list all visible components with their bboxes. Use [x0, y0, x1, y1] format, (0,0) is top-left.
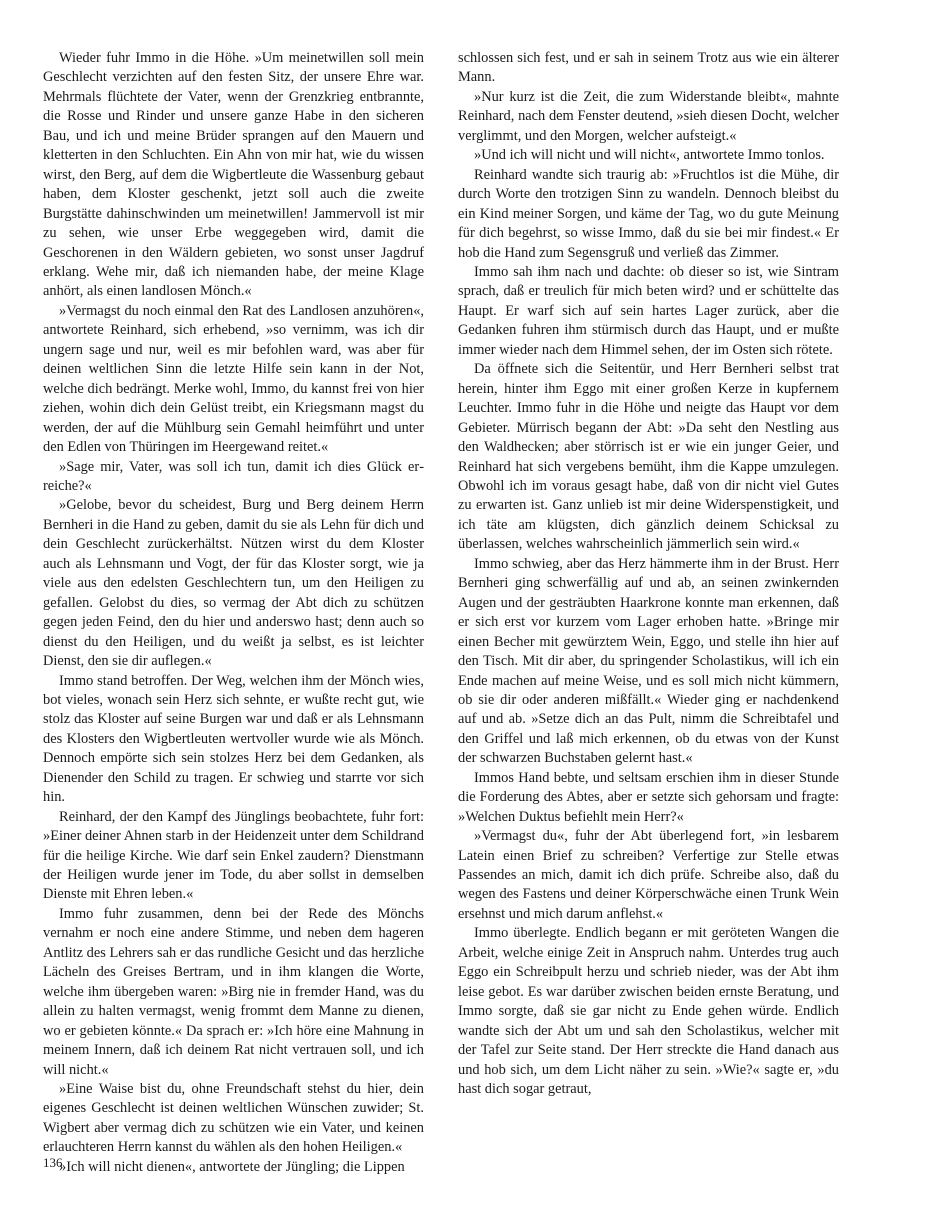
- paragraph: Immo sah ihm nach und dachte: ob dieser so ist, wie Sintram sprach, daß er treulich für mich beten wird? und er schüttelte das Haupt. Er warf sich auf sein hartes Lager zurück, aber die Gedanken fuhren ihm stürmisch durch das Haupt, und er mußte immer wieder nach dem Himmel sehen, der im Osten sich rötete.: [458, 263, 839, 358]
- paragraph: Reinhard wandte sich traurig ab: »Fruchtlos ist die Mühe, dir durch Worte den trotzigen Sinn zu wandeln. Dennoch bleibst du ein Kind meiner Sorgen, und käme der Tag, wo du gute Meinung für dich begehrst, so wisse Immo, daß du sie bei mir findest.« Er hob die Hand zum Segensgruß und verließ das Zimmer.: [458, 166, 839, 261]
- paragraph-continuation: schlossen sich fest, und er sah in seinem Trotz aus wie ein älterer Mann.: [458, 50, 839, 86]
- paragraph: »Gelobe, bevor du scheidest, Burg und Berg deinem Herrn Bernheri in die Hand zu geben, damit du sie als Lehn für dich und dein Geschlecht zurückerhältst. Nützen wirst du dem Kloster auch als Lehnsmann und Vogt, der für das Kloster sorgt, wie ja viele aus den edelsten Geschlechtern tun, um den Heiligen zu gefallen. Gelobst du dies, so vermag der Abt dich zu schützen gegen jeden Feind, den du hier und anderswo hast; denn auch so dienst du den Heiligen, und du weißt ja selbst, es ist leichter Dienst, den sie dir auflegen.«: [43, 497, 424, 670]
- paragraph: »Und ich will nicht und will nicht«, antwortete Immo tonlos.: [474, 147, 825, 164]
- paragraph: »Vermagst du«, fuhr der Abt überlegend fort, »in lesbarem Latein einen Brief zu schreiben? Verfertige zur Stelle etwas Passendes an mich, damit ich dich prüfe. Schreibe also, daß du wegen des Fastens und deiner Körperschwäche einen Trunk Wein ersehnst und mich darum anflehst.«: [458, 828, 839, 922]
- paragraph: Immo überlegte. Endlich begann er mit geröteten Wangen die Arbeit, welche einige Zeit in Anspruch nahm. Unterdes trug auch Eggo ein Schreibpult herzu und schrieb nieder, was der Abt ihm leise gebot. Es war darüber zwischen beiden ernste Beratung, und Immo sorgte, daß sie gar nicht zu Ende gehen würde. Endlich wandte sich der Abt um und sah den Scholastikus, welcher mit der Tafel zur Seite stand. Der Herr streckte die Hand danach aus und hob sich, um dem Licht näher zu sein. »Wie?« sagte er, »du hast dich sogar getraut,: [458, 925, 839, 1098]
- paragraph: Immos Hand bebte, und seltsam erschien ihm in dieser Stunde die Forderung des Abtes, aber er setzte sich gehorsam und fragte: »Welchen Duktus befiehlt mein Herr?«: [458, 769, 839, 825]
- paragraph: Reinhard, der den Kampf des Jünglings beobachtete, fuhr fort: »Einer deiner Ahnen starb in der Heidenzeit unter dem Schildrand für die heilige Kirche. Wie darf sein Enkel zaudern? Dienstmann der Heiligen wurde jener im Tode, du aber sollst in demselben Dienste mit Ehren leben.«: [43, 808, 424, 903]
- paragraph: »Eine Waise bist du, ohne Freundschaft stehst du hier, dein eigenes Geschlecht ist deinen weltlichen Wünschen zuwider; St. Wigbert aber vermag dich zu schützen wie ein Vater, und keinen erlauchteren Herrn kannst du wählen als den hohen Heiligen.«: [43, 1081, 424, 1156]
- paragraph: »Ich will nicht dienen«, antwortete der Jüngling; die Lippen: [59, 1158, 405, 1175]
- paragraph: Immo stand betroffen. Der Weg, welchen ihm der Mönch wies, bot vieles, wonach sein Herz sich sehnte, er wußte recht gut, wie stolz das Kloster auf seine Burgen war und daß er als Lehnsmann des Klosters den Wigbertleuten wertvoller wurde wie als Mönch. Dennoch empörte sich sein stolzes Herz bei dem Gedanken, als Dienender den Schild zu tragen. Er schwieg und starrte vor sich hin.: [43, 672, 424, 806]
- page-number: 136: [43, 1155, 63, 1170]
- paragraph: Wieder fuhr Immo in die Höhe. »Um meinetwillen soll mein Geschlecht verzichten auf den festen Sitz, der unsere Ehre war. Mehrmals flüchtete der Vater, wenn der Grenzkrieg entbrannte, die Rosse und Rinder und unsere ganze Habe in den sicheren Bau, und ich und meine Brüder sprangen auf den Mauern und kletterten in den Schluchten. Ein Ahn von mir hat, wie du wissen wirst, den Berg, auf dem die Wigbertleute die Wassenburg gebaut haben, dem Kloster geschenkt, jetzt soll auch die zweite Burgstätte dahinschwinden um meinetwillen! Jammervoll ist mir zu sehen, wie unser Erbe weggegeben wird, damit die Geschorenen in den Wäldern gebieten, wo sonst unser Jagdruf erklang. Wehe mir, daß ich niemanden habe, der meine Klage anhört, als einen landlosen Mönch.«: [43, 50, 424, 300]
- paragraph: Da öffnete sich die Seitentür, und Herr Bernheri selbst trat herein, hinter ihm Eggo mit einer großen Kerze in kupfernem Leuchter. Immo fuhr in die Höhe und neigte das Haupt vor dem Gebieter. Mürrisch begann der Abt: »Da seht den Nestling aus den Waldhecken; aber störrisch ist er wie ein junger Geier, und Reinhard hat sich vergebens bemüht, ihm die Kappe umzulegen. Obwohl ich im voraus gesagt habe, daß von dir nicht viel Gutes zu erwarten ist. Ganz unlieb ist mir deine Widerspenstigkeit, und ich täte am klügsten, dich gänzlich deinem Schicksal zu überlassen, welches wahrscheinlich jämmerlich sein wird.«: [458, 361, 839, 553]
- left-column: [43, 49, 424, 1177]
- paragraph: Immo schwieg, aber das Herz hämmerte ihm in der Brust. Herr Bernheri ging schwerfällig auf und ab, an seinen zwinkernden Augen und der gesträubten Haarkrone konnte man erkennen, daß er sich erst vor kurzem vom Lager erhoben hatte. »Bringe mir einen Becher mit gewürztem Wein, Eggo, und stelle ihn hier auf den Tisch. Mit dir aber, du springender Scholastikus, will ich ein Ende machen auf meine Weise, und es soll mich nicht kümmern, ob sie dir oder anderen mißfällt.« Wieder ging er nachdenkend auf und ab. »Setze dich an das Pult, nimm die Schreibtafel und den Griffel und laß mich erkennen, ob du etwas von der Kunst der schwarzen Buchstaben gelernt hast.«: [458, 555, 839, 767]
- paragraph: »Sage mir, Vater, was soll ich tun, damit ich dies Glück erreiche?«: [43, 458, 424, 494]
- paragraph: »Nur kurz ist die Zeit, die zum Widerstande bleibt«, mahnte Reinhard, nach dem Fenster deutend, »sieh diesen Docht, welcher verglimmt, und den Morgen, welcher aufsteigt.«: [458, 88, 839, 144]
- right-column: [458, 49, 839, 1099]
- paragraph: »Vermagst du noch einmal den Rat des Landlosen anzuhören«, antwortete Reinhard, sich erhebend, »so vernimm, was ich dir ungern sage und nur, weil es mir befohlen ward, was aber für deinen weltlichen Sinn die letzte Hilfe sein kann in der Not, welche dich bedrängt. Merke wohl, Immo, du kannst frei von hier ziehen, wohin dich dein Gelüst treibt, ein Kriegsmann magst du werden, der auf die Mühlburg sein Gemahl heimführt und unter den Edlen von Thüringen im Heergewand reitet.«: [43, 302, 424, 456]
- paragraph: Immo fuhr zusammen, denn bei der Rede des Mönchs vernahm er noch eine andere Stimme, und neben dem hageren Antlitz des Lehrers sah er das rundliche Gesicht und das herzliche Lächeln des Greises Bertram, und in ihm klangen die Worte, welche ihm übergeben waren: »Birg nie in fremder Hand, was du allein zu halten vermagst, wenig frommt dem Manne zu dienen, wo er gebieten könnte.« Da sprach er: »Ich höre eine Mahnung in meinem Innern, daß ich deinem Rat nicht vertrauen soll, und ich will nicht.«: [43, 905, 424, 1078]
